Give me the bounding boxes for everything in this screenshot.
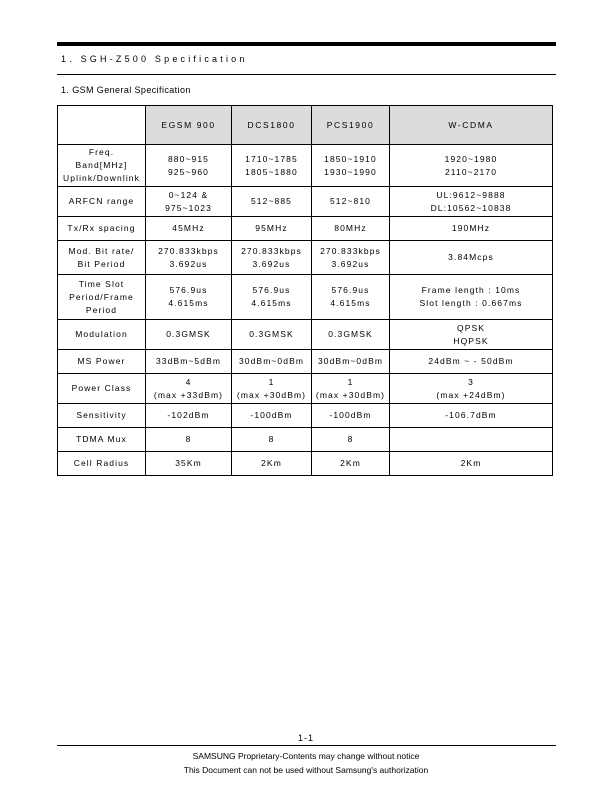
- column-header: EGSM 900: [146, 106, 232, 145]
- value-cell: [146, 145, 232, 187]
- cell-line: -100dBm: [329, 410, 372, 420]
- footer-proprietary-notice: SAMSUNG Proprietary-Contents may change without notice: [192, 751, 420, 761]
- value-cell: [390, 320, 553, 350]
- column-header: DCS1800: [232, 106, 312, 145]
- row-label-cell: [58, 241, 146, 275]
- cell-line: QPSK: [456, 322, 486, 333]
- value-cell: [312, 275, 390, 320]
- value-cell: [312, 428, 390, 452]
- value-cell: [232, 404, 312, 428]
- cell-line: 925~960: [167, 166, 210, 177]
- section-subheading: 1. GSM General Specification: [61, 85, 191, 95]
- value-cell: [390, 374, 553, 404]
- table-row: [58, 404, 553, 428]
- cell-line: 8: [268, 434, 275, 444]
- cell-line: (max +30dBm): [315, 389, 386, 400]
- cell-line: 1850~1910: [324, 153, 377, 164]
- value-cell: [312, 217, 390, 241]
- cell-line: 880~915: [167, 153, 210, 164]
- value-cell: [146, 320, 232, 350]
- value-cell: [312, 320, 390, 350]
- cell-line: 0.3GMSK: [249, 329, 294, 339]
- cell-line: 30dBm~0dBm: [238, 356, 305, 366]
- spec-table-body: [58, 145, 553, 476]
- cell-line: 35Km: [175, 458, 202, 468]
- cell-line: Frame length : 10ms: [421, 285, 521, 295]
- value-cell: [146, 374, 232, 404]
- cell-line: 576.9us: [331, 285, 370, 295]
- cell-line: DL:10562~10838: [430, 202, 512, 213]
- value-cell: [146, 275, 232, 320]
- cell-line: Uplink/Downlink: [63, 173, 140, 183]
- value-cell: [232, 452, 312, 476]
- value-cell: [390, 241, 553, 275]
- table-row: [58, 275, 553, 320]
- cell-line: Bit Period: [77, 258, 126, 269]
- cell-line: (max +33dBm): [153, 389, 224, 400]
- cell-line: 190MHz: [451, 223, 491, 233]
- cell-line: 512~810: [329, 196, 372, 206]
- cell-line: 4.615ms: [251, 298, 292, 308]
- heading-underline-rule: [57, 74, 556, 75]
- document-heading: 1. SGH-Z500 Specification: [61, 54, 248, 64]
- row-label-cell: [58, 350, 146, 374]
- cell-line: 270.833kbps: [158, 245, 219, 256]
- table-row: [58, 241, 553, 275]
- value-cell: [312, 187, 390, 217]
- table-row: [58, 217, 553, 241]
- row-label-cell: [58, 145, 146, 187]
- table-header-row: [58, 106, 553, 145]
- cell-line: UL:9612~9888: [436, 189, 506, 200]
- cell-line: -100dBm: [250, 410, 293, 420]
- value-cell: [390, 350, 553, 374]
- cell-line: 1710~1785: [245, 153, 298, 164]
- value-cell: [232, 350, 312, 374]
- value-cell: [390, 428, 553, 452]
- table-row: [58, 428, 553, 452]
- cell-line: 0~124 &: [168, 189, 209, 200]
- cell-line: -102dBm: [167, 410, 210, 420]
- value-cell: [312, 374, 390, 404]
- row-label-cell: [58, 187, 146, 217]
- cell-line: Mod. Bit rate/: [68, 245, 135, 256]
- cell-line: 3.692us: [169, 258, 208, 269]
- cell-line: 1805~1880: [245, 166, 298, 177]
- value-cell: [232, 374, 312, 404]
- value-cell: [390, 217, 553, 241]
- cell-line: 95MHz: [255, 223, 288, 233]
- cell-line: 576.9us: [252, 285, 291, 295]
- cell-line: 0.3GMSK: [328, 329, 373, 339]
- cell-line: 270.833kbps: [241, 245, 302, 256]
- cell-line: 1930~1990: [324, 166, 377, 177]
- cell-line: 1: [268, 376, 275, 387]
- value-cell: [390, 187, 553, 217]
- cell-line: 0.3GMSK: [166, 329, 211, 339]
- cell-line: 2Km: [460, 458, 482, 468]
- value-cell: [390, 275, 553, 320]
- table-row: [58, 452, 553, 476]
- cell-line: HQPSK: [453, 335, 489, 346]
- table-row: [58, 350, 553, 374]
- cell-line: 3.84Mcps: [448, 252, 494, 262]
- value-cell: [146, 241, 232, 275]
- cell-line: (max +24dBm): [436, 389, 506, 400]
- cell-line: ARFCN range: [68, 196, 135, 206]
- value-cell: [312, 145, 390, 187]
- value-cell: [390, 145, 553, 187]
- cell-line: (max +30dBm): [236, 389, 307, 400]
- cell-line: 4: [185, 376, 192, 387]
- value-cell: [146, 452, 232, 476]
- cell-line: TDMA Mux: [76, 434, 127, 444]
- value-cell: [232, 187, 312, 217]
- cell-line: 975~1023: [165, 202, 212, 213]
- value-cell: [146, 404, 232, 428]
- spec-table: [57, 105, 553, 476]
- cell-line: Freq.: [88, 147, 115, 157]
- value-cell: [232, 217, 312, 241]
- cell-line: MS Power: [77, 356, 126, 366]
- table-row: [58, 145, 553, 187]
- cell-line: 270.833kbps: [320, 245, 381, 256]
- value-cell: [312, 241, 390, 275]
- value-cell: [146, 350, 232, 374]
- table-row: [58, 187, 553, 217]
- row-label-cell: [58, 320, 146, 350]
- value-cell: [312, 350, 390, 374]
- cell-line: Sensitivity: [76, 410, 127, 420]
- cell-line: Period: [85, 304, 118, 315]
- cell-line: 3: [468, 376, 474, 387]
- footer-rule: [57, 745, 556, 746]
- cell-line: 80MHz: [334, 223, 367, 233]
- value-cell: [232, 320, 312, 350]
- row-label-cell: [58, 217, 146, 241]
- cell-line: 2110~2170: [444, 166, 498, 177]
- cell-line: Power Class: [71, 383, 132, 393]
- header-corner-cell: [58, 106, 146, 145]
- cell-line: Cell Radius: [73, 458, 130, 468]
- cell-line: 33dBm~5dBm: [155, 356, 222, 366]
- cell-line: 45MHz: [172, 223, 205, 233]
- row-label-cell: [58, 404, 146, 428]
- value-cell: [390, 452, 553, 476]
- cell-line: 1920~1980: [444, 153, 498, 164]
- row-label-cell: [58, 374, 146, 404]
- column-header: PCS1900: [312, 106, 390, 145]
- cell-line: 4.615ms: [168, 298, 209, 308]
- value-cell: [312, 404, 390, 428]
- cell-line: 8: [185, 434, 192, 444]
- value-cell: [232, 145, 312, 187]
- value-cell: [146, 428, 232, 452]
- cell-line: -106.7dBm: [445, 410, 497, 420]
- cell-line: 1: [347, 376, 354, 387]
- cell-line: 576.9us: [169, 285, 208, 295]
- table-row: [58, 374, 553, 404]
- row-label-cell: [58, 428, 146, 452]
- cell-line: Slot length : 0.667ms: [419, 298, 523, 308]
- cell-line: 3.692us: [331, 258, 370, 269]
- cell-line: Time Slot: [78, 278, 125, 289]
- value-cell: [232, 241, 312, 275]
- cell-line: 512~885: [250, 196, 293, 206]
- cell-line: 4.615ms: [330, 298, 371, 308]
- table-row: [58, 320, 553, 350]
- value-cell: [146, 187, 232, 217]
- column-header: W-CDMA: [390, 106, 553, 145]
- cell-line: Modulation: [75, 329, 128, 339]
- value-cell: [232, 275, 312, 320]
- top-thick-rule: [57, 42, 556, 46]
- cell-line: Tx/Rx spacing: [67, 223, 136, 233]
- row-label-cell: [58, 275, 146, 320]
- cell-line: 2Km: [340, 458, 361, 468]
- page-number: 1-1: [297, 733, 314, 743]
- footer-authorization-notice: This Document can not be used without Samsung's authorization: [183, 765, 429, 775]
- cell-line: 30dBm~0dBm: [317, 356, 384, 366]
- cell-line: 24dBm ~ - 50dBm: [428, 356, 514, 366]
- cell-line: Period/Frame: [69, 291, 134, 302]
- cell-line: Band[MHz]: [75, 160, 128, 170]
- value-cell: [390, 404, 553, 428]
- cell-line: 8: [347, 434, 354, 444]
- value-cell: [312, 452, 390, 476]
- value-cell: [232, 428, 312, 452]
- row-label-cell: [58, 452, 146, 476]
- value-cell: [146, 217, 232, 241]
- cell-line: 3.692us: [252, 258, 291, 269]
- cell-line: 2Km: [261, 458, 282, 468]
